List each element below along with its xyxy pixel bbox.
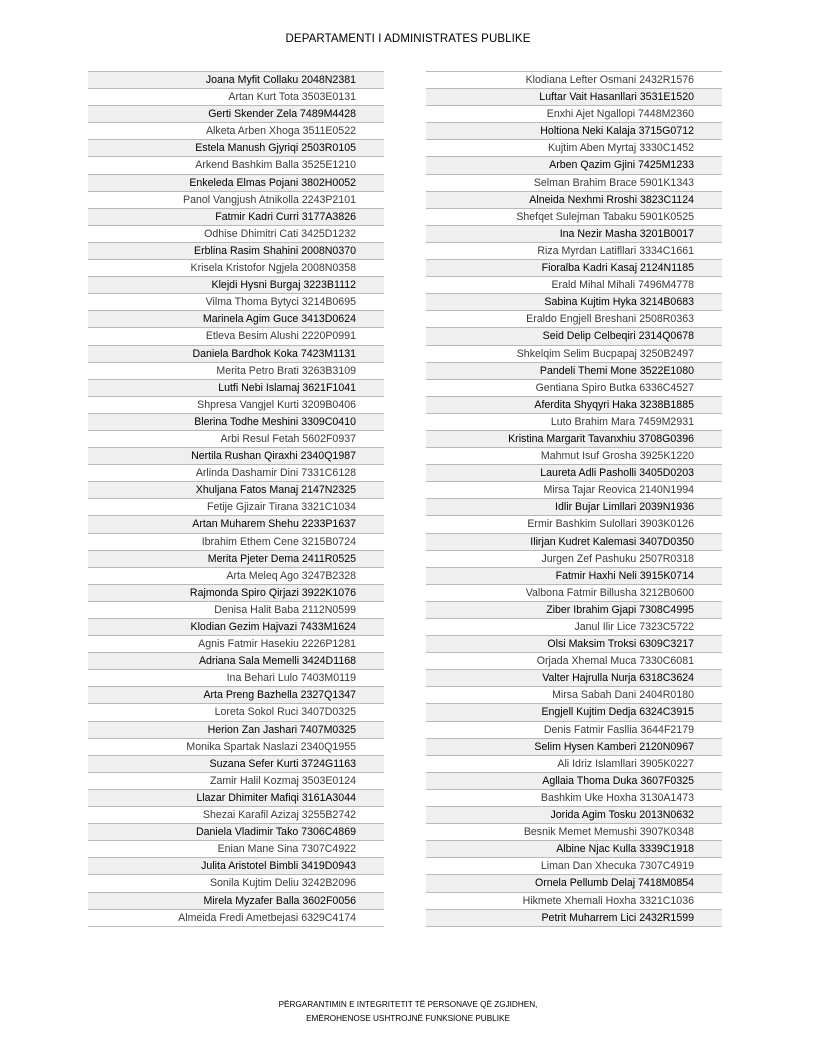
- list-item: Klejdi Hysni Burgaj 3223B1112: [88, 277, 384, 294]
- list-item: Ziber Ibrahim Gjapi 7308C4995: [426, 602, 722, 619]
- list-item: Alneida Nexhmi Rroshi 3823C1124: [426, 192, 722, 209]
- list-item: Joana Myfit Collaku 2048N2381: [88, 72, 384, 89]
- list-item: Valter Hajrulla Nurja 6318C3624: [426, 670, 722, 687]
- list-item: Seid Delip Celbeqiri 2314Q0678: [426, 328, 722, 345]
- list-item: Hikmete Xhemali Hoxha 3321C1036: [426, 893, 722, 910]
- list-item: Estela Manush Gjyriqi 2503R0105: [88, 140, 384, 157]
- list-item: Kujtim Aben Myrtaj 3330C1452: [426, 140, 722, 157]
- list-item: Panol Vangjush Atnikolla 2243P2101: [88, 192, 384, 209]
- list-item: Agnis Fatmir Hasekiu 2226P1281: [88, 636, 384, 653]
- list-item: Holtiona Neki Kalaja 3715G0712: [426, 123, 722, 140]
- list-item: Shkelqim Selim Bucpapaj 3250B2497: [426, 346, 722, 363]
- list-item: Artan Kurt Tota 3503E0131: [88, 89, 384, 106]
- list-item: Arkend Bashkim Balla 3525E1210: [88, 157, 384, 174]
- list-item: Idlir Bujar Limllari 2039N1936: [426, 499, 722, 516]
- list-item: Denisa Halit Baba 2112N0599: [88, 602, 384, 619]
- list-item: Ibrahim Ethem Cene 3215B0724: [88, 534, 384, 551]
- list-item: Shpresa Vangjel Kurti 3209B0406: [88, 397, 384, 414]
- list-item: Arta Meleq Ago 3247B2328: [88, 568, 384, 585]
- list-item: Pandeli Themi Mone 3522E1080: [426, 363, 722, 380]
- list-item: Odhise Dhimitri Cati 3425D1232: [88, 226, 384, 243]
- list-item: Denis Fatmir Fasllia 3644F2179: [426, 722, 722, 739]
- list-item: Shefqet Sulejman Tabaku 5901K0525: [426, 209, 722, 226]
- list-item: Shezai Karafil Azizaj 3255B2742: [88, 807, 384, 824]
- list-item: Etleva Besim Alushi 2220P0991: [88, 328, 384, 345]
- list-item: Ermir Bashkim Sulollari 3903K0126: [426, 516, 722, 533]
- list-item: Petrit Muharrem Lici 2432R1599: [426, 910, 722, 927]
- list-item: Erblina Rasim Shahini 2008N0370: [88, 243, 384, 260]
- list-item: Almeida Fredi Ametbejasi 6329C4174: [88, 910, 384, 927]
- list-item: Xhuljana Fatos Manaj 2147N2325: [88, 482, 384, 499]
- list-item: Sabina Kujtim Hyka 3214B0683: [426, 294, 722, 311]
- list-item: Lutfi Nebi Islamaj 3621F1041: [88, 380, 384, 397]
- right-name-list: [426, 71, 722, 927]
- list-item: Ina Nezir Masha 3201B0017: [426, 226, 722, 243]
- list-item: Enkeleda Elmas Pojani 3802H0052: [88, 175, 384, 192]
- list-item: Daniela Vladimir Tako 7306C4869: [88, 824, 384, 841]
- list-item: Valbona Fatmir Billusha 3212B0600: [426, 585, 722, 602]
- list-item: Suzana Sefer Kurti 3724G1163: [88, 756, 384, 773]
- list-item: Selman Brahim Brace 5901K1343: [426, 175, 722, 192]
- list-item: Sonila Kujtim Deliu 3242B2096: [88, 875, 384, 892]
- list-item: Besnik Memet Memushi 3907K0348: [426, 824, 722, 841]
- list-item: Janul Ilir Lice 7323C5722: [426, 619, 722, 636]
- list-item: Fetije Gjizair Tirana 3321C1034: [88, 499, 384, 516]
- footer: [0, 998, 816, 1026]
- list-item: Krisela Kristofor Ngjela 2008N0358: [88, 260, 384, 277]
- list-item: Blerina Todhe Meshini 3309C0410: [88, 414, 384, 431]
- list-item: Arta Preng Bazhella 2327Q1347: [88, 687, 384, 704]
- list-item: Orjada Xhemal Muca 7330C6081: [426, 653, 722, 670]
- list-item: Fioralba Kadri Kasaj 2124N1185: [426, 260, 722, 277]
- list-item: Mahmut Isuf Grosha 3925K1220: [426, 448, 722, 465]
- list-item: Ali Idriz Islamllari 3905K0227: [426, 756, 722, 773]
- list-item: Engjell Kujtim Dedja 6324C3915: [426, 704, 722, 721]
- list-item: Luto Brahim Mara 7459M2931: [426, 414, 722, 431]
- list-item: Fatmir Kadri Curri 3177A3826: [88, 209, 384, 226]
- list-item: Ornela Pellumb Delaj 7418M0854: [426, 875, 722, 892]
- list-item: Arlinda Dashamir Dini 7331C6128: [88, 465, 384, 482]
- list-item: Merita Petro Brati 3263B3109: [88, 363, 384, 380]
- list-item: Kristina Margarit Tavanxhiu 3708G0396: [426, 431, 722, 448]
- list-item: Mirela Myzafer Balla 3602F0056: [88, 893, 384, 910]
- list-item: Klodiana Lefter Osmani 2432R1576: [426, 72, 722, 89]
- list-item: Arbi Resul Fetah 5602F0937: [88, 431, 384, 448]
- page-title: DEPARTAMENTI I ADMINISTRATES PUBLIKE: [285, 33, 531, 45]
- list-item: Daniela Bardhok Koka 7423M1131: [88, 346, 384, 363]
- list-item: Marinela Agim Guce 3413D0624: [88, 311, 384, 328]
- list-item: Nertila Rushan Qiraxhi 2340Q1987: [88, 448, 384, 465]
- list-item: Fatmir Haxhi Neli 3915K0714: [426, 568, 722, 585]
- list-item: Herion Zan Jashari 7407M0325: [88, 722, 384, 739]
- list-item: Agllaia Thoma Duka 3607F0325: [426, 773, 722, 790]
- footer-line-1: PËRGARANTIMIN E INTEGRITETIT TË PERSONAVE QË ZGJIDHEN,: [278, 1000, 538, 1009]
- list-item: Llazar Dhimiter Mafiqi 3161A3044: [88, 790, 384, 807]
- list-item: Enxhi Ajet Ngallopi 7448M2360: [426, 106, 722, 123]
- list-item: Olsi Maksim Troksi 6309C3217: [426, 636, 722, 653]
- list-item: Mirsa Tajar Reovica 2140N1994: [426, 482, 722, 499]
- list-item: Vilma Thoma Bytyci 3214B0695: [88, 294, 384, 311]
- list-item: Aferdita Shyqyri Haka 3238B1885: [426, 397, 722, 414]
- list-item: Artan Muharem Shehu 2233P1637: [88, 516, 384, 533]
- list-item: Merita Pjeter Dema 2411R0525: [88, 551, 384, 568]
- list-item: Arben Qazim Gjini 7425M1233: [426, 157, 722, 174]
- list-item: Jorida Agim Tosku 2013N0632: [426, 807, 722, 824]
- list-item: Loreta Sokol Ruci 3407D0325: [88, 704, 384, 721]
- list-item: Riza Myrdan Latifllari 3334C1661: [426, 243, 722, 260]
- list-item: Ina Behari Lulo 7403M0119: [88, 670, 384, 687]
- list-item: Gerti Skender Zela 7489M4428: [88, 106, 384, 123]
- list-item: Liman Dan Xhecuka 7307C4919: [426, 858, 722, 875]
- list-item: Jurgen Zef Pashuku 2507R0318: [426, 551, 722, 568]
- list-item: Erald Mihal Mihali 7496M4778: [426, 277, 722, 294]
- left-name-list: [88, 71, 384, 927]
- list-item: Zamir Halil Kozmaj 3503E0124: [88, 773, 384, 790]
- list-item: Enian Mane Sina 7307C4922: [88, 841, 384, 858]
- list-item: Adriana Sala Memelli 3424D1168: [88, 653, 384, 670]
- list-item: Rajmonda Spiro Qirjazi 3922K1076: [88, 585, 384, 602]
- list-item: Selim Hysen Kamberi 2120N0967: [426, 739, 722, 756]
- list-item: Bashkim Uke Hoxha 3130A1473: [426, 790, 722, 807]
- list-item: Ilirjan Kudret Kalemasi 3407D0350: [426, 534, 722, 551]
- list-item: Luftar Vait Hasanllari 3531E1520: [426, 89, 722, 106]
- list-item: Gentiana Spiro Butka 6336C4527: [426, 380, 722, 397]
- list-item: Eraldo Engjell Breshani 2508R0363: [426, 311, 722, 328]
- list-item: Julita Aristotel Bimbli 3419D0943: [88, 858, 384, 875]
- list-item: Laureta Adli Pasholli 3405D0203: [426, 465, 722, 482]
- list-item: Monika Spartak Naslazi 2340Q1955: [88, 739, 384, 756]
- list-item: Alketa Arben Xhoga 3511E0522: [88, 123, 384, 140]
- list-item: Albine Njac Kulla 3339C1918: [426, 841, 722, 858]
- list-item: Klodian Gezim Hajvazi 7433M1624: [88, 619, 384, 636]
- list-item: Mirsa Sabah Dani 2404R0180: [426, 687, 722, 704]
- footer-line-2: EMËROHENOSE USHTROJNË FUNKSIONE PUBLIKE: [306, 1014, 510, 1023]
